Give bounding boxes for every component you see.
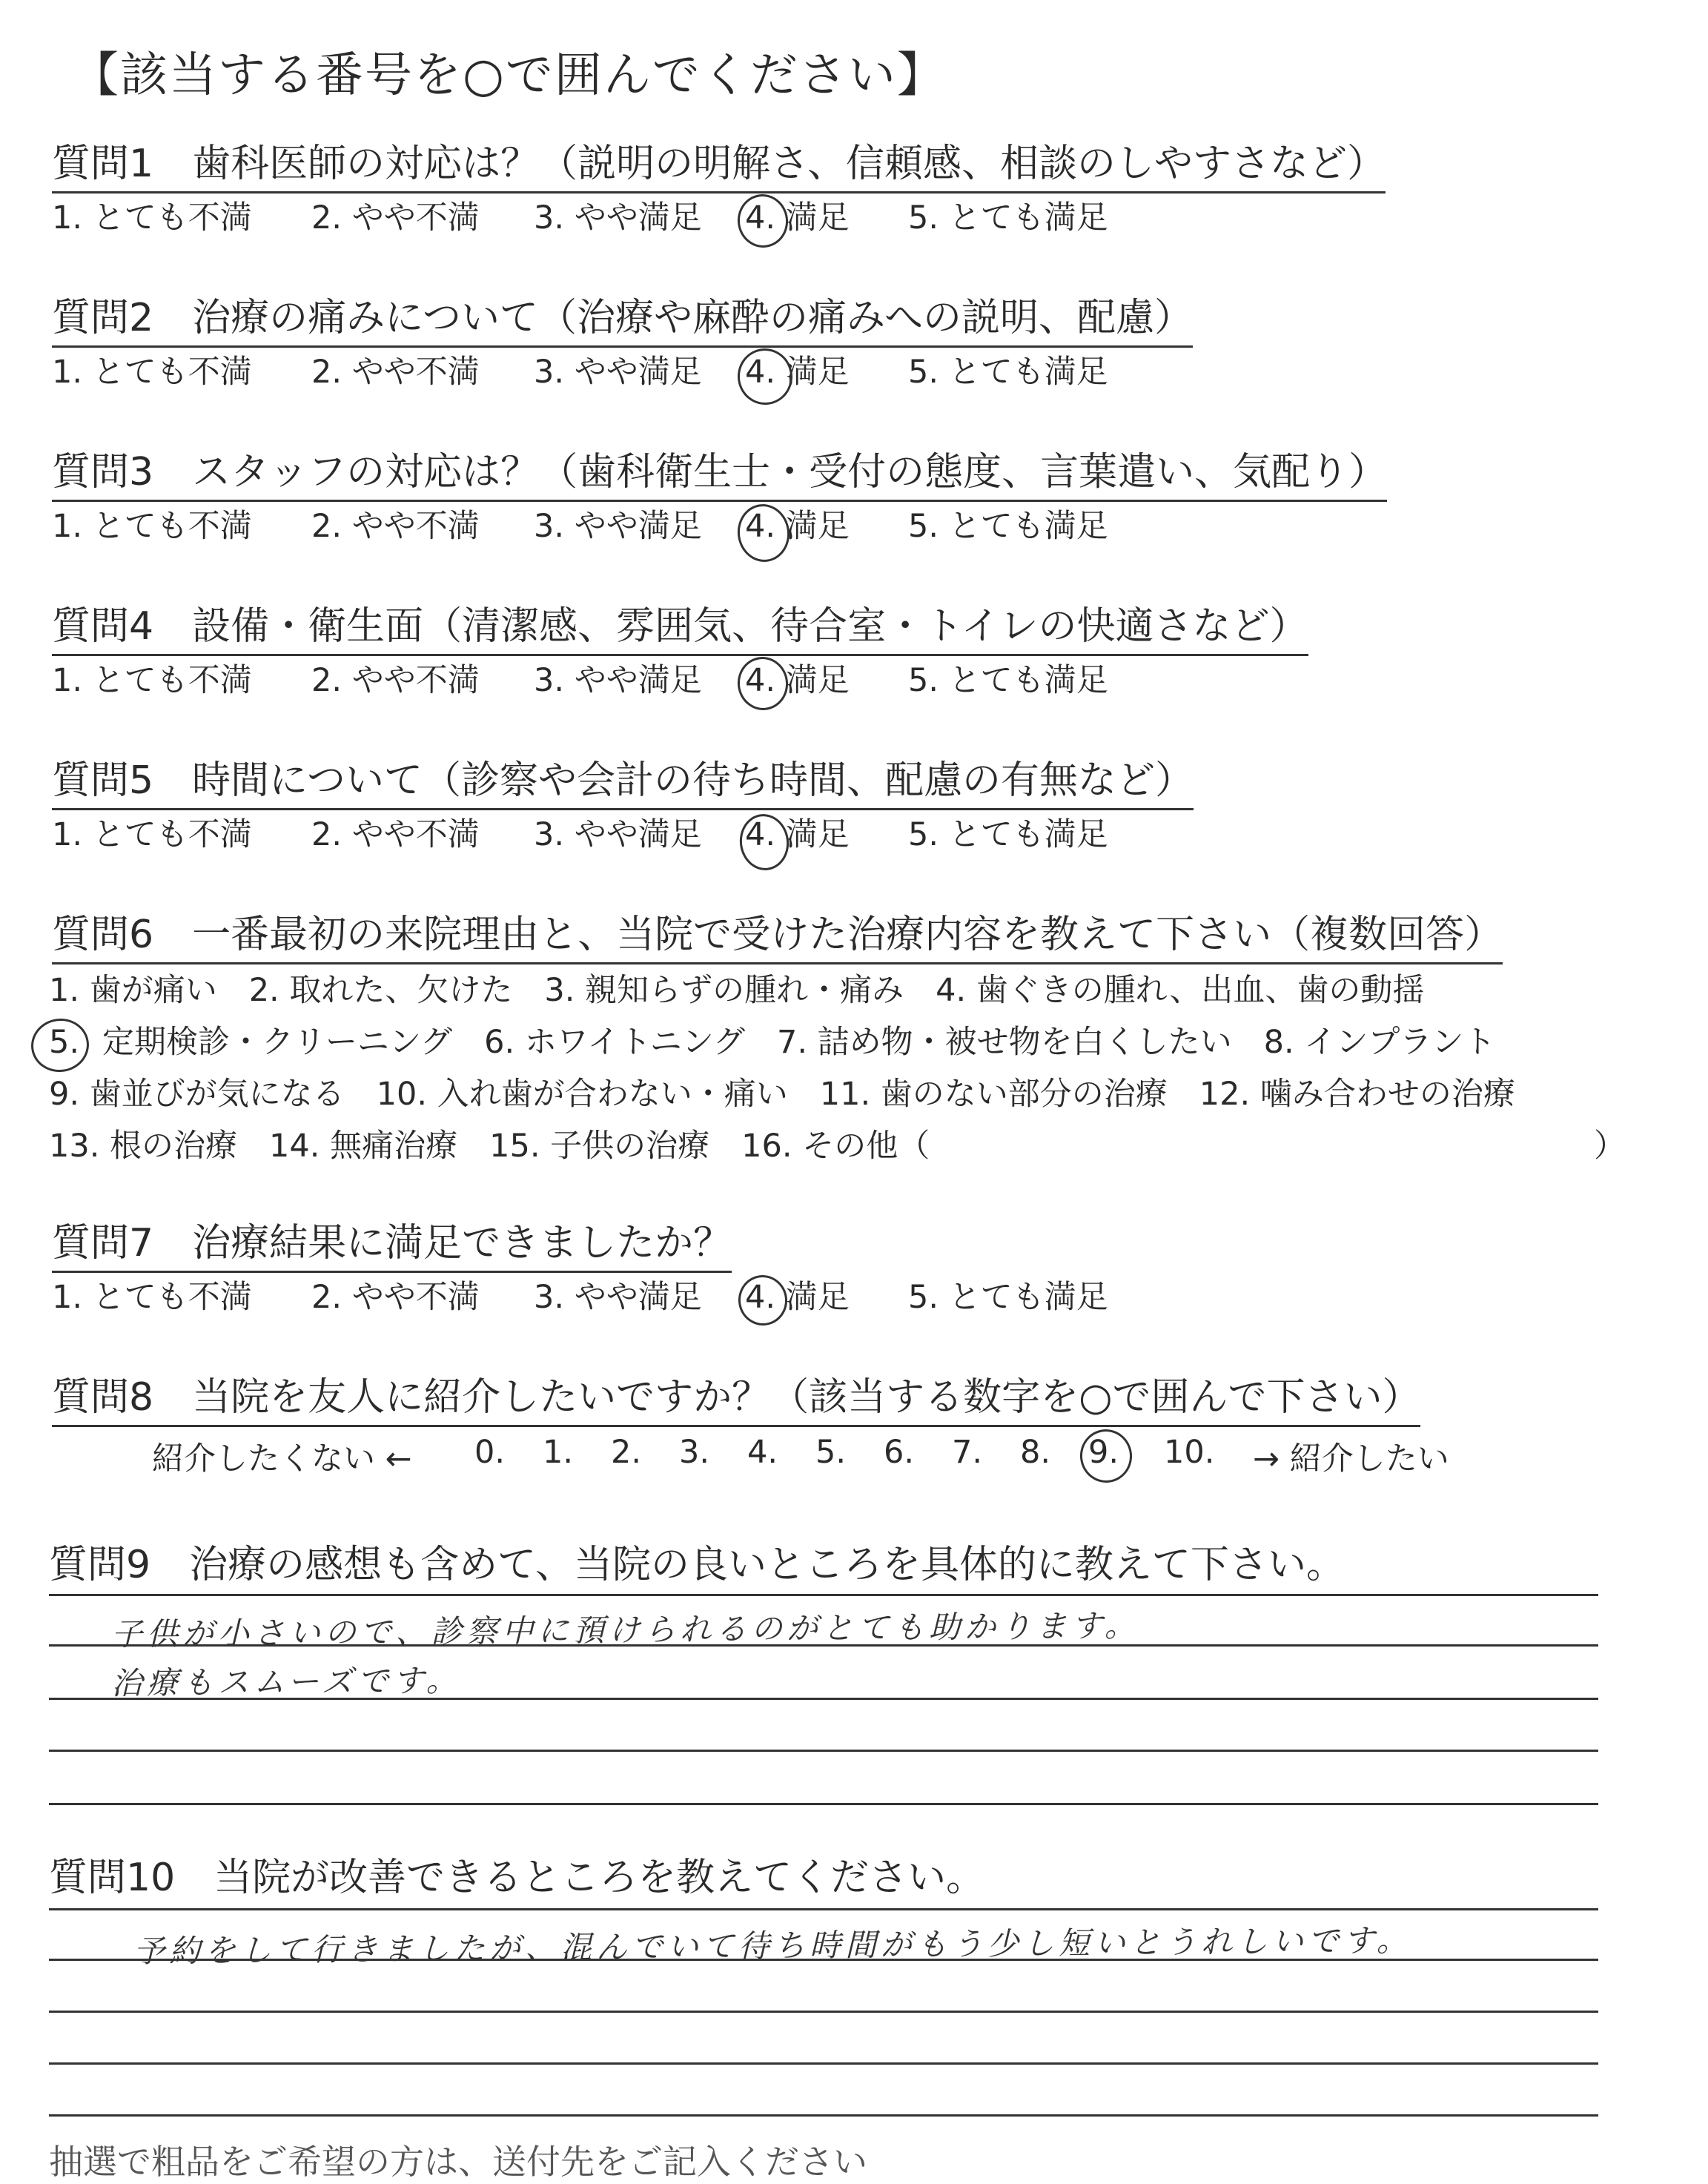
question-6-options-line3[interactable]: 9. 歯並びが気になる 10. 入れ歯が合わない・痛い 11. 歯のない部分の治療 12. 噛み合わせの治療 [49,1076,1515,1113]
question-4-heading: 質問4 設備・衛生面（清潔感、雰囲気、待合室・トイレの快適さなど） [52,603,1308,656]
option-2[interactable]: 2. やや不満 [311,354,480,391]
recommend-right-label: → 紹介したい [1253,1440,1449,1477]
answer-line [49,2011,1598,2013]
recommend-5[interactable]: 5. [815,1434,847,1471]
option-2[interactable]: 2. やや不満 [311,1279,480,1316]
option-1[interactable]: 1. とても不満 [52,354,252,391]
option-5[interactable]: 5. とても満足 [908,1279,1108,1316]
question-9-heading: 質問9 治療の感想も含めて、当院の良いところを具体的に教えて下さい。 [49,1543,1345,1587]
question-6-heading: 質問6 一番最初の来院理由と、当院で受けた治療内容を教えて下さい（複数回答） [52,912,1503,964]
option-1[interactable]: 1. とても不満 [52,1279,252,1316]
answer-line [49,1803,1598,1805]
question-10-answer-line1[interactable]: 予約をして行きましたが、混んでいて待ち時間がもう少し短いとうれしいです。 [133,1922,1412,1970]
question-9-answer-line1[interactable]: 子供が小さいので、診察中に預けられるのがとても助かります。 [110,1606,1141,1653]
option-3[interactable]: 3. やや満足 [534,1279,702,1316]
question-6-options-line2[interactable]: 定期検診・クリーニング 6. ホワイトニング 7. 詰め物・被せ物を白くしたい 8. インプラント [102,1024,1496,1061]
question-6-option-5-number[interactable]: 5. [49,1024,80,1061]
option-5[interactable]: 5. とても満足 [908,816,1108,853]
question-9-answer-line2[interactable]: 治療もスムーズです。 [110,1661,462,1702]
recommend-1[interactable]: 1. [543,1434,574,1471]
option-3[interactable]: 3. やや満足 [534,662,702,699]
question-6-options-line1[interactable]: 1. 歯が痛い 2. 取れた、欠けた 3. 親知らずの腫れ・痛み 4. 歯ぐきの腫れ、出血、歯の動揺 [49,972,1425,1009]
selection-circle-q8 [1076,1426,1135,1486]
option-1[interactable]: 1. とても不満 [52,199,252,236]
question-5-heading: 質問5 時間について（診察や会計の待ち時間、配慮の有無など） [52,758,1194,810]
option-4[interactable]: 4. 満足 [745,1279,850,1316]
option-3[interactable]: 3. やや満足 [534,508,702,545]
answer-line [49,2114,1598,2117]
option-2[interactable]: 2. やや不満 [311,816,480,853]
answer-line [49,1594,1598,1596]
recommend-8[interactable]: 8. [1020,1434,1051,1471]
option-3[interactable]: 3. やや満足 [534,199,702,236]
question-8-heading: 質問8 当院を友人に紹介したいですか？（該当する数字を○で囲んで下さい） [52,1374,1420,1427]
recommend-4[interactable]: 4. [747,1434,778,1471]
recommend-10[interactable]: 10. [1164,1434,1215,1471]
option-4[interactable]: 4. 満足 [745,662,850,699]
option-4[interactable]: 4. 満足 [745,199,850,236]
option-5[interactable]: 5. とても満足 [908,508,1108,545]
option-5[interactable]: 5. とても満足 [908,662,1108,699]
option-1[interactable]: 1. とても不満 [52,662,252,699]
option-5[interactable]: 5. とても満足 [908,354,1108,391]
recommend-2[interactable]: 2. [611,1434,642,1471]
question-10-heading: 質問10 当院が改善できるところを教えてください。 [49,1856,985,1900]
question-2-heading: 質問2 治療の痛みについて（治療や麻酔の痛みへの説明、配慮） [52,295,1193,348]
recommend-9[interactable]: 9. [1088,1434,1119,1471]
option-2[interactable]: 2. やや不満 [311,508,480,545]
footer-cut-off-text: 抽選で粗品をご希望の方は、送付先をご記入ください [49,2142,867,2182]
recommend-6[interactable]: 6. [884,1434,915,1471]
question-6-other-close: ） [1594,1128,1626,1165]
option-3[interactable]: 3. やや満足 [534,354,702,391]
option-2[interactable]: 2. やや不満 [311,662,480,699]
recommend-0[interactable]: 0. [474,1434,506,1471]
recommend-3[interactable]: 3. [679,1434,710,1471]
question-6-options-line4[interactable]: 13. 根の治療 14. 無痛治療 15. 子供の治療 16. その他（ [49,1128,930,1165]
option-4[interactable]: 4. 満足 [745,508,850,545]
option-4[interactable]: 4. 満足 [745,816,850,853]
page-title: 【該当する番号を○で囲んでください】 [71,48,946,103]
option-3[interactable]: 3. やや満足 [534,816,702,853]
recommend-left-label: 紹介したくない ← [152,1440,412,1477]
recommend-7[interactable]: 7. [952,1434,983,1471]
answer-line [49,1750,1598,1752]
option-2[interactable]: 2. やや不満 [311,199,480,236]
option-5[interactable]: 5. とても満足 [908,199,1108,236]
option-4[interactable]: 4. 満足 [745,354,850,391]
option-1[interactable]: 1. とても不満 [52,508,252,545]
selection-circle-q6 [27,1015,92,1076]
question-7-heading: 質問7 治療結果に満足できましたか？ [52,1220,732,1273]
question-3-heading: 質問3 スタッフの対応は？（歯科衛生士・受付の態度、言葉遣い、気配り） [52,449,1387,502]
answer-line [49,2062,1598,2065]
question-1-heading: 質問1 歯科医師の対応は？（説明の明解さ、信頼感、相談のしやすさなど） [52,141,1386,193]
option-1[interactable]: 1. とても不満 [52,816,252,853]
answer-line [49,1908,1598,1910]
